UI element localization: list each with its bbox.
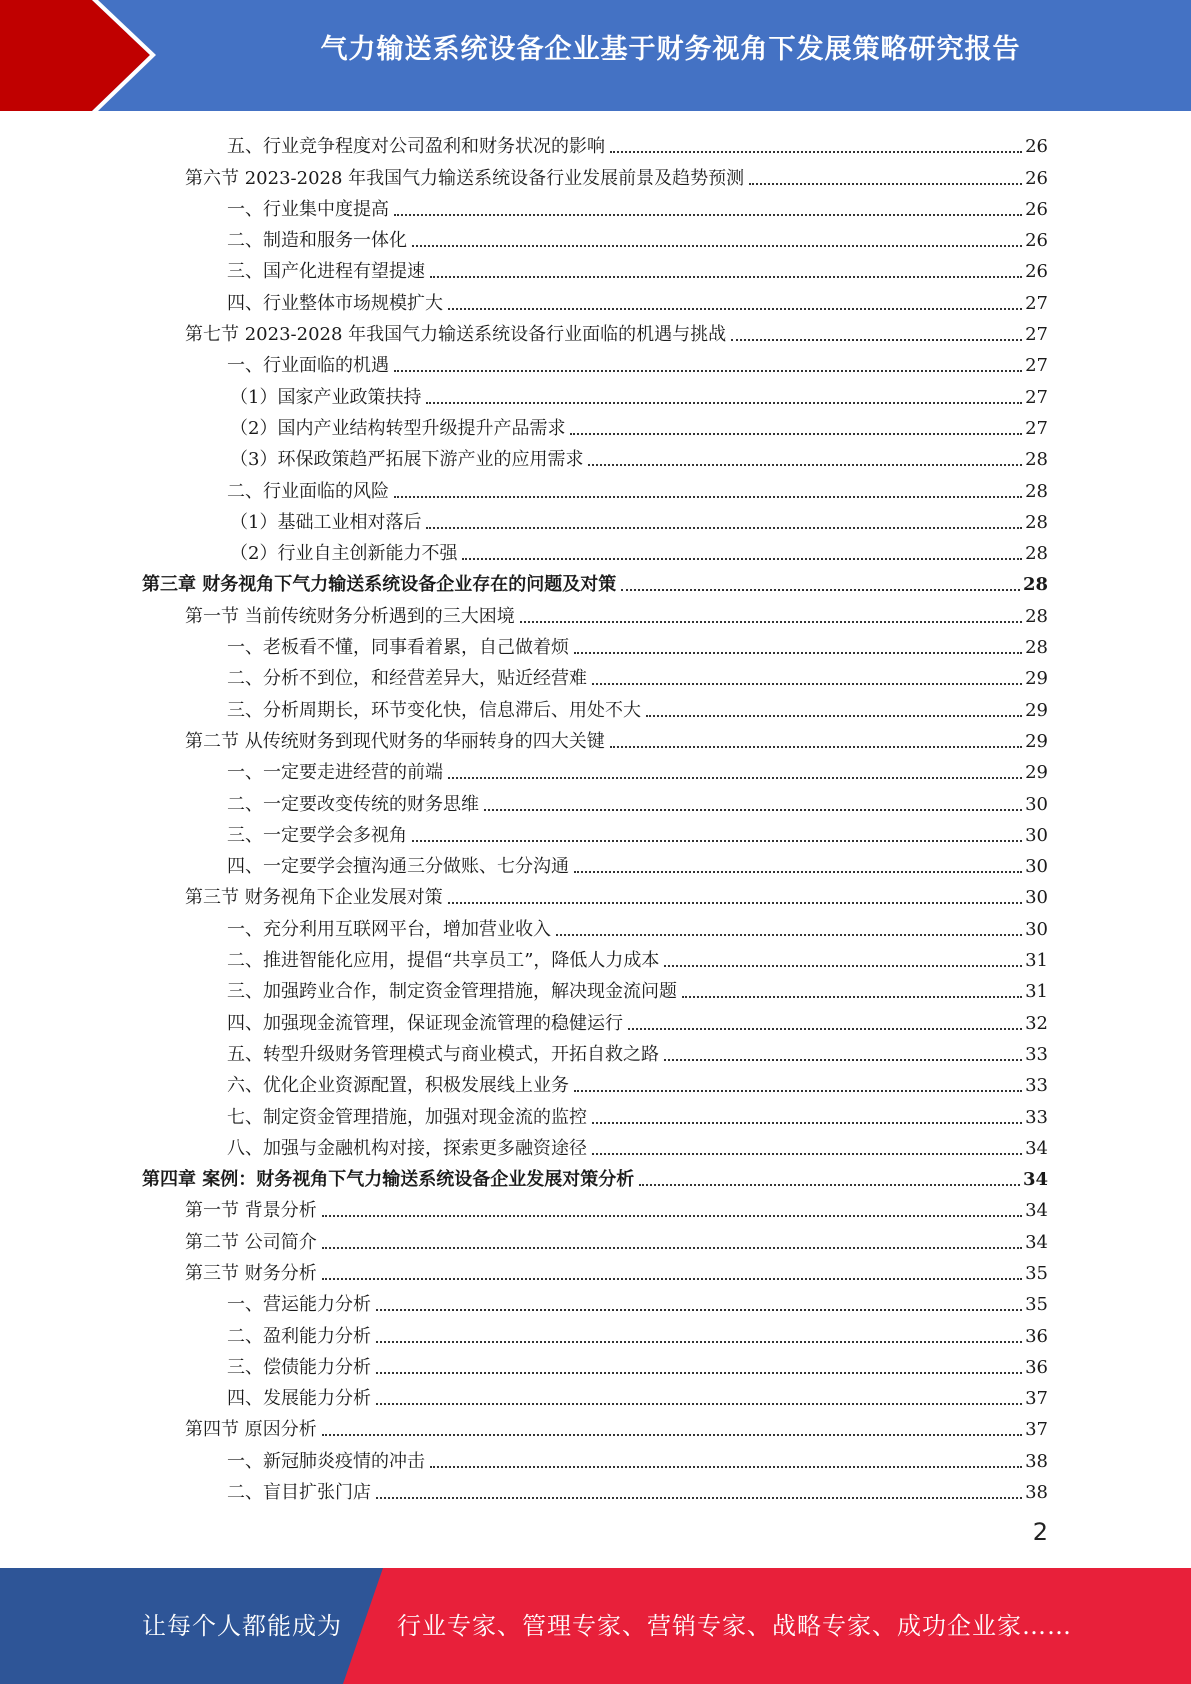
toc-entry-page: 34 — [1025, 1231, 1048, 1253]
toc-entry-label: 三、分析周期长，环节变化快，信息滞后、用处不大 — [227, 699, 641, 721]
toc-entry-page: 32 — [1025, 1012, 1048, 1034]
toc-entry-label: 一、营运能力分析 — [227, 1294, 371, 1316]
toc-dot-leader — [376, 1372, 1022, 1374]
toc-dot-leader — [412, 840, 1022, 842]
toc-entry-label: 第一节 当前传统财务分析遇到的三大困境 — [185, 605, 515, 627]
toc-entry-page: 36 — [1025, 1356, 1048, 1378]
toc-entry-label: 一、行业面临的机遇 — [227, 355, 389, 377]
toc-entry[interactable] — [142, 1474, 1048, 1505]
toc-dot-leader — [592, 1153, 1022, 1155]
toc-entry-label: 三、偿债能力分析 — [227, 1356, 371, 1378]
toc-dot-leader — [682, 996, 1022, 998]
toc-dot-leader — [376, 1497, 1022, 1499]
toc-entry-label: 第三节 财务视角下企业发展对策 — [185, 887, 443, 909]
toc-entry-label: 一、新冠肺炎疫情的冲击 — [227, 1450, 425, 1472]
toc-entry-label: 第七节 2023-2028 年我国气力输送系统设备行业面临的机遇与挑战 — [185, 324, 727, 346]
toc-entry-page: 38 — [1025, 1450, 1048, 1472]
toc-entry[interactable] — [142, 785, 1048, 816]
toc-entry-page: 28 — [1022, 574, 1048, 596]
toc-dot-leader — [574, 1090, 1022, 1092]
toc-dot-leader — [610, 151, 1022, 153]
toc-entry-page: 28 — [1025, 637, 1048, 659]
toc-dot-leader — [448, 902, 1022, 904]
toc-entry-label: 第二节 公司简介 — [185, 1231, 317, 1253]
toc-dot-leader — [664, 1059, 1022, 1061]
toc-entry[interactable] — [142, 284, 1048, 315]
toc-entry-page: 27 — [1025, 324, 1048, 346]
toc-entry-label: 二、分析不到位，和经营差异大，贴近经营难 — [227, 668, 587, 690]
toc-entry-label: （2）行业自主创新能力不强 — [230, 543, 458, 565]
toc-dot-leader — [394, 370, 1022, 372]
toc-entry-page: 30 — [1025, 824, 1048, 846]
toc-entry[interactable] — [142, 378, 1048, 409]
toc-entry-page: 28 — [1025, 511, 1048, 533]
toc-dot-leader — [749, 183, 1022, 185]
toc-entry-label: （2）国内产业结构转型升级提升产品需求 — [230, 417, 566, 439]
toc-entry[interactable] — [142, 629, 1048, 660]
toc-entry[interactable] — [142, 1004, 1048, 1035]
toc-dot-leader — [426, 527, 1022, 529]
toc-entry-label: 一、充分利用互联网平台，增加营业收入 — [227, 918, 551, 940]
toc-entry[interactable] — [142, 597, 1048, 628]
toc-entry[interactable] — [142, 1067, 1048, 1098]
toc-entry[interactable] — [142, 1098, 1048, 1129]
toc-entry-page: 37 — [1025, 1419, 1048, 1441]
toc-dot-leader — [484, 809, 1022, 811]
toc-entry-label: 四、行业整体市场规模扩大 — [227, 292, 443, 314]
toc-entry-label: （1）基础工业相对落后 — [230, 511, 422, 533]
toc-entry[interactable] — [142, 159, 1048, 190]
toc-entry-page: 26 — [1025, 261, 1048, 283]
toc-dot-leader — [394, 214, 1022, 216]
toc-entry-page: 30 — [1025, 793, 1048, 815]
toc-entry[interactable] — [142, 222, 1048, 253]
toc-entry-page: 31 — [1025, 950, 1048, 972]
toc-dot-leader — [592, 683, 1022, 685]
toc-entry-label: 四、加强现金流管理，保证现金流管理的稳健运行 — [227, 1012, 623, 1034]
toc-entry[interactable] — [142, 1161, 1048, 1192]
toc-entry-label: 第六节 2023-2028 年我国气力输送系统设备行业发展前景及趋势预测 — [185, 167, 745, 189]
toc-entry-label: 三、国产化进程有望提速 — [227, 261, 425, 283]
toc-dot-leader — [376, 1403, 1022, 1405]
toc-entry-page: 26 — [1025, 167, 1048, 189]
toc-entry-label: 一、一定要走进经营的前端 — [227, 762, 443, 784]
toc-entry[interactable] — [142, 1130, 1048, 1161]
toc-entry-label: 三、一定要学会多视角 — [227, 824, 407, 846]
toc-dot-leader — [588, 464, 1022, 466]
toc-entry[interactable] — [142, 1349, 1048, 1380]
toc-entry-page: 33 — [1025, 1075, 1048, 1097]
toc-entry-label: 第四节 原因分析 — [185, 1419, 317, 1441]
toc-dot-leader — [570, 433, 1022, 435]
toc-entry-page: 29 — [1025, 699, 1048, 721]
toc-entry-page: 28 — [1025, 605, 1048, 627]
toc-dot-leader — [574, 871, 1022, 873]
toc-entry[interactable] — [142, 1411, 1048, 1442]
footer-banner — [0, 1568, 1191, 1684]
toc-entry-page: 31 — [1025, 981, 1048, 1003]
toc-entry[interactable] — [142, 566, 1048, 597]
toc-entry[interactable] — [142, 1036, 1048, 1067]
toc-entry[interactable] — [142, 316, 1048, 347]
toc-entry-page: 27 — [1025, 386, 1048, 408]
toc-entry-page: 33 — [1025, 1043, 1048, 1065]
toc-entry-label: 五、行业竞争程度对公司盈利和财务状况的影响 — [227, 136, 605, 158]
toc-entry[interactable] — [142, 347, 1048, 378]
toc-entry[interactable] — [142, 723, 1048, 754]
toc-entry[interactable] — [142, 691, 1048, 722]
toc-entry[interactable] — [142, 1317, 1048, 1348]
toc-entry-page: 36 — [1025, 1325, 1048, 1347]
toc-entry[interactable] — [142, 754, 1048, 785]
toc-entry-label: 第四章 案例：财务视角下气力输送系统设备企业发展对策分析 — [142, 1169, 635, 1191]
toc-entry-page: 27 — [1025, 292, 1048, 314]
toc-dot-leader — [322, 1278, 1022, 1280]
toc-entry-label: 第三节 财务分析 — [185, 1262, 317, 1284]
toc-entry-label: 第二节 从传统财务到现代财务的华丽转身的四大关键 — [185, 730, 605, 752]
toc-dot-leader — [322, 1215, 1022, 1217]
toc-entry[interactable] — [142, 942, 1048, 973]
toc-entry-page: 35 — [1025, 1294, 1048, 1316]
toc-dot-leader — [394, 496, 1022, 498]
toc-dot-leader — [610, 746, 1022, 748]
toc-dot-leader — [426, 402, 1022, 404]
toc-entry[interactable] — [142, 1223, 1048, 1254]
toc-entry-label: 七、制定资金管理措施，加强对现金流的监控 — [227, 1106, 587, 1128]
footer-roles: 行业专家、管理专家、营销专家、战略专家、成功企业家…… — [397, 1612, 1072, 1640]
footer-slogan: 让每个人都能成为 — [142, 1612, 342, 1640]
report-title: 气力输送系统设备企业基于财务视角下发展策略研究报告 — [320, 34, 1021, 65]
toc-entry[interactable] — [142, 1255, 1048, 1286]
toc-entry[interactable] — [142, 660, 1048, 691]
toc-dot-leader — [376, 1309, 1022, 1311]
toc-entry-page: 33 — [1025, 1106, 1048, 1128]
toc-dot-leader — [628, 1028, 1022, 1030]
toc-entry-label: 二、盲目扩张门店 — [227, 1482, 371, 1504]
toc-dot-leader — [448, 777, 1022, 779]
toc-entry-label: 五、转型升级财务管理模式与商业模式，开拓自救之路 — [227, 1043, 659, 1065]
toc-dot-leader — [430, 1466, 1022, 1468]
toc-entry-page: 29 — [1025, 762, 1048, 784]
toc-entry-label: 第三章 财务视角下气力输送系统设备企业存在的问题及对策 — [142, 574, 617, 596]
toc-entry-page: 30 — [1025, 918, 1048, 940]
toc-dot-leader — [430, 276, 1022, 278]
toc-entry-page: 27 — [1025, 355, 1048, 377]
toc-entry[interactable] — [142, 879, 1048, 910]
toc-entry[interactable] — [142, 1192, 1048, 1223]
toc-dot-leader — [322, 1434, 1022, 1436]
toc-entry-page: 26 — [1025, 198, 1048, 220]
toc-entry[interactable] — [142, 128, 1048, 159]
toc-entry-page: 34 — [1022, 1169, 1048, 1191]
toc-dot-leader — [322, 1247, 1022, 1249]
header-banner — [0, 0, 1191, 111]
toc-entry-page: 30 — [1025, 887, 1048, 909]
table-of-contents — [142, 128, 1048, 1505]
toc-entry-page: 29 — [1025, 668, 1048, 690]
toc-dot-leader — [646, 715, 1022, 717]
toc-entry[interactable] — [142, 191, 1048, 222]
toc-entry-label: 四、一定要学会擅沟通三分做账、七分沟通 — [227, 856, 569, 878]
toc-dot-leader — [556, 934, 1022, 936]
toc-entry-page: 28 — [1025, 543, 1048, 565]
toc-entry-label: （1）国家产业政策扶持 — [230, 386, 422, 408]
toc-dot-leader — [448, 308, 1022, 310]
toc-entry-label: 三、加强跨业合作，制定资金管理措施，解决现金流问题 — [227, 981, 677, 1003]
toc-entry-page: 27 — [1025, 417, 1048, 439]
toc-entry[interactable] — [142, 910, 1048, 941]
toc-dot-leader — [376, 1341, 1022, 1343]
toc-dot-leader — [664, 965, 1022, 967]
toc-entry[interactable] — [142, 817, 1048, 848]
toc-entry[interactable] — [142, 253, 1048, 284]
toc-dot-leader — [574, 652, 1022, 654]
toc-dot-leader — [731, 339, 1022, 341]
toc-dot-leader — [621, 589, 1020, 591]
toc-entry-label: 二、盈利能力分析 — [227, 1325, 371, 1347]
toc-entry[interactable] — [142, 1286, 1048, 1317]
toc-entry[interactable] — [142, 1380, 1048, 1411]
toc-entry[interactable] — [142, 441, 1048, 472]
toc-entry-page: 28 — [1025, 480, 1048, 502]
toc-entry-label: 二、行业面临的风险 — [227, 480, 389, 502]
toc-entry-label: 六、优化企业资源配置，积极发展线上业务 — [227, 1075, 569, 1097]
toc-entry-label: 二、一定要改变传统的财务思维 — [227, 793, 479, 815]
toc-entry-label: 二、推进智能化应用，提倡“共享员工”，降低人力成本 — [227, 950, 660, 972]
toc-entry-page: 34 — [1025, 1137, 1048, 1159]
toc-entry-page: 29 — [1025, 730, 1048, 752]
toc-entry-page: 26 — [1025, 230, 1048, 252]
toc-dot-leader — [520, 621, 1022, 623]
toc-entry-page: 35 — [1025, 1262, 1048, 1284]
toc-dot-leader — [592, 1122, 1022, 1124]
toc-entry-page: 30 — [1025, 856, 1048, 878]
toc-entry-label: 八、加强与金融机构对接，探索更多融资途径 — [227, 1137, 587, 1159]
toc-entry-page: 28 — [1025, 449, 1048, 471]
toc-dot-leader — [412, 245, 1022, 247]
toc-entry[interactable] — [142, 535, 1048, 566]
toc-entry-label: 四、发展能力分析 — [227, 1388, 371, 1410]
toc-entry-label: 第一节 背景分析 — [185, 1200, 317, 1222]
toc-dot-leader — [462, 558, 1022, 560]
toc-entry[interactable] — [142, 410, 1048, 441]
toc-entry[interactable] — [142, 1442, 1048, 1473]
toc-entry[interactable] — [142, 973, 1048, 1004]
page-number: 2 — [1032, 1518, 1048, 1546]
toc-entry-page: 34 — [1025, 1200, 1048, 1222]
toc-entry[interactable] — [142, 472, 1048, 503]
toc-entry-label: 二、制造和服务一体化 — [227, 230, 407, 252]
toc-entry-label: 一、老板看不懂，同事看着累，自己做着烦 — [227, 637, 569, 659]
toc-entry-page: 37 — [1025, 1388, 1048, 1410]
toc-entry[interactable] — [142, 848, 1048, 879]
toc-entry-page: 38 — [1025, 1482, 1048, 1504]
toc-entry-label: 一、行业集中度提高 — [227, 198, 389, 220]
toc-entry-page: 26 — [1025, 136, 1048, 158]
toc-entry[interactable] — [142, 504, 1048, 535]
toc-entry-label: （3）环保政策趋严拓展下游产业的应用需求 — [230, 449, 584, 471]
toc-dot-leader — [639, 1184, 1020, 1186]
